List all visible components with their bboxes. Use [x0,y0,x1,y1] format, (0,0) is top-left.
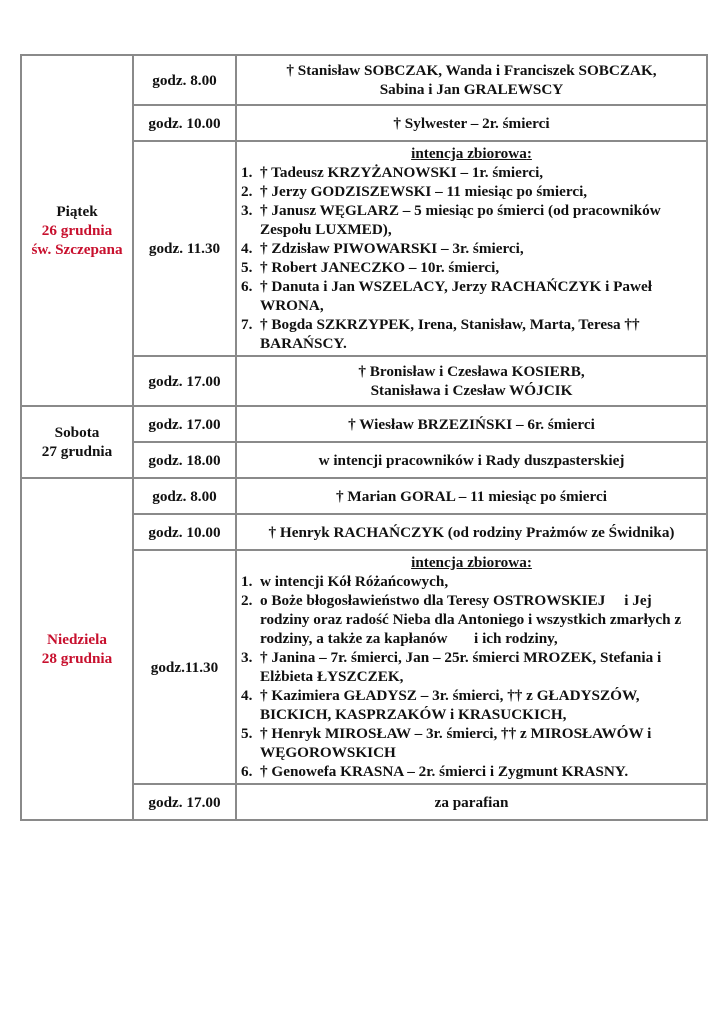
intention-line: † Bronisław i Czesława KOSIERB, [358,363,585,380]
item-text: † Henryk MIROSŁAW – 3r. śmierci, †† z MIROSŁAWÓW i WĘGOROWSKICH [260,725,652,761]
intention-cell [236,356,707,406]
intention-line: † Marian GORAL – 11 miesiąc po śmierci [336,487,607,505]
day-name: Sobota [54,424,100,441]
item-number: 4. [241,687,253,704]
list-item [241,239,702,258]
intention-cell [236,55,707,105]
intention-line: Sabina i Jan GRALEWSCY [379,81,564,98]
mass-intentions-table [20,54,708,821]
item-number: 3. [241,649,253,666]
item-text: † Bogda SZKRZYPEK, Irena, Stanisław, Marta, Teresa †† BARAŃSCY. [260,316,640,352]
list-item [241,686,702,724]
item-text: † Tadeusz KRZYŻANOWSKI – 1r. śmierci, [260,164,544,181]
list-item [241,762,702,781]
intention-line: † Henryk RACHAŃCZYK (od rodziny Prażmów ze Świdnika) [268,523,675,541]
list-item [241,648,702,686]
intention-line: w intencji pracowników i Rady duszpasterskiej [318,451,625,469]
table-row [21,478,707,514]
intention-cell [236,406,707,442]
item-text: † Janusz WĘGLARZ – 5 miesiąc po śmierci (od pracowników Zespołu LUXMED), [260,202,661,238]
collective-intention-cell [236,141,707,356]
list-item [241,277,702,315]
item-number: 5. [241,725,253,742]
item-number: 4. [241,240,253,257]
intention-cell [236,442,707,478]
mass-time: godz. 18.00 [133,442,236,478]
day-cell-sunday [21,478,133,820]
item-text: † Jerzy GODZISZEWSKI – 11 miesiąc po śmierci, [260,183,588,200]
intention-list [241,163,702,353]
item-text: † Kazimiera GŁADYSZ – 3r. śmierci, †† z GŁADYSZÓW, BICKICH, KASPRZAKÓW i KRASUCKICH, [260,687,640,723]
intention-cell [236,514,707,550]
item-number: 2. [241,183,253,200]
list-item [241,591,702,648]
item-text: † Danuta i Jan WSZELACY, Jerzy RACHAŃCZYK i Paweł WRONA, [260,278,652,314]
collective-header [241,144,702,163]
list-item [241,182,702,201]
item-text: o Boże błogosławieństwo dla Teresy OSTROWSKIEJ i Jej rodziny oraz radość Nieba dla Antoniego i wszystkich zmarłych z rodziny, a także za kapłanów i ich rodziny, [260,592,682,647]
mass-time: godz. 17.00 [133,406,236,442]
mass-time: godz. 8.00 [133,55,236,105]
day-name: Niedziela [47,631,107,648]
intention-cell [236,784,707,820]
intention-line: za parafian [434,793,509,811]
item-number: 1. [241,164,253,181]
intention-cell [236,105,707,141]
item-text: † Zdzisław PIWOWARSKI – 3r. śmierci, [260,240,524,257]
item-number: 6. [241,278,253,295]
list-item [241,163,702,182]
day-cell-saturday [21,406,133,478]
intention-line: † Sylwester – 2r. śmierci [393,114,550,132]
day-cell-friday [21,55,133,406]
day-date: 28 grudnia [41,650,113,667]
intention-cell [236,478,707,514]
table-row [21,406,707,442]
collective-header-text: intencja zbiorowa [411,145,527,162]
item-number: 2. [241,592,253,609]
mass-time: godz.11.30 [133,550,236,784]
mass-time: godz. 10.00 [133,514,236,550]
list-item [241,572,702,591]
item-text: † Janina – 7r. śmierci, Jan – 25r. śmierci MROZEK, Stefania i Elżbieta ŁYSZCZEK, [260,649,662,685]
mass-time: godz. 17.00 [133,356,236,406]
day-date: 26 grudnia [41,222,113,239]
day-date: 27 grudnia [41,443,113,460]
item-number: 5. [241,259,253,276]
day-feast: św. Szczepana [31,241,123,258]
intention-list [241,572,702,781]
day-name: Piątek [56,203,98,220]
item-text: † Robert JANECZKO – 10r. śmierci, [260,259,500,276]
collective-header-colon: : [526,554,532,571]
list-item [241,724,702,762]
mass-time: godz. 8.00 [133,478,236,514]
item-number: 6. [241,763,253,780]
list-item [241,315,702,353]
intention-line: † Wiesław BRZEZIŃSKI – 6r. śmierci [348,415,595,433]
list-item [241,258,702,277]
mass-time: godz. 17.00 [133,784,236,820]
item-number: 7. [241,316,253,333]
table-row [21,55,707,105]
item-number: 1. [241,573,253,590]
mass-time: godz. 11.30 [133,141,236,356]
item-text: † Genowefa KRASNA – 2r. śmierci i Zygmunt KRASNY. [260,763,629,780]
intention-line: † Stanisław SOBCZAK, Wanda i Franciszek SOBCZAK, [286,62,657,79]
intention-line: Stanisława i Czesław WÓJCIK [370,382,573,399]
collective-intention-cell [236,550,707,784]
item-number: 3. [241,202,253,219]
list-item [241,201,702,239]
collective-header-colon: : [526,145,532,162]
item-text: w intencji Kół Różańcowych, [260,573,449,590]
mass-time: godz. 10.00 [133,105,236,141]
collective-header [241,553,702,572]
collective-header-text: intencja zbiorowa [411,554,527,571]
